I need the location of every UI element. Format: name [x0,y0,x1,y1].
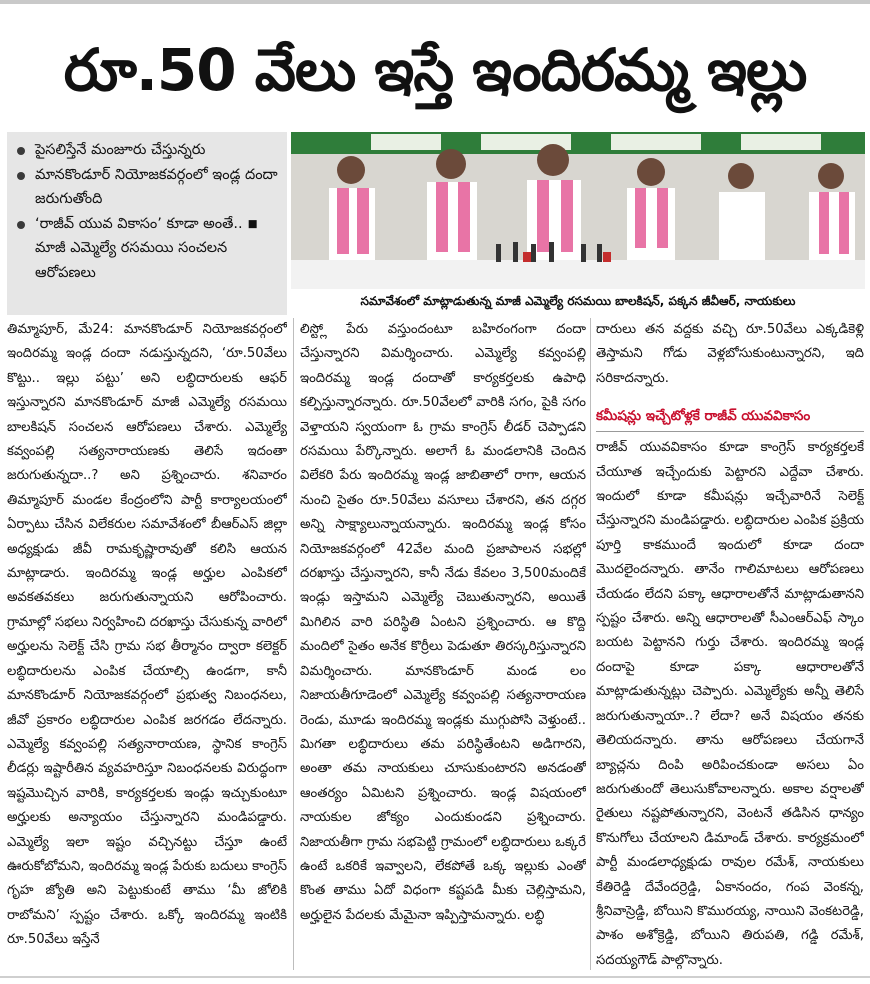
kicker-point-text: ‘రాజీవ్ యువ వికాసం’ కూడా అంతే.. ◾ మాజీ ఎమ్మెల్యే రసమయి సంచలన ఆరోపణలు [35,215,258,281]
article-paragraph: దారులు తన వద్దకు వచ్చి రూ.50వేలు ఎక్కడికెళ్లి తెస్తామని గోడు వెళ్లబోసుకుంటున్నారని, ఇది సరికాదన్నారు. [596,322,864,386]
kicker-point [15,212,281,286]
press-meet-photo [291,132,865,289]
article-paragraph: రాజీవ్ యువవికాసం కూడా కాంగ్రెస్ కార్యకర్తలకే చేయూత ఇచ్చేందుకు పెట్టారని ఎద్దేవా చేశారు. ఇందులో కూడా కమీషన్లు ఇచ్చేవారినే సెలెక్ట్ చేస్తున్నారని మండిపడ్డారు. లబ్ధిదారుల ఎంపిక ప్రక్రియ పూర్తి కాకముందే ఇందులో కూడా దందా మొదలైందన్నారు. తానేం గాలిమాటలు ఆరోపణలు చేయడం లేదని పక్కా ఆధారాలతోనే మాట్లాడుతానని స్పష్టం చేశారు. అన్ని ఆధారాలతో సీఎంఆర్ఎఫ్ స్కాం బయట పెట్టానని గుర్తు చేశారు. ఇందిరమ్మ ఇండ్ల దందాపై కూడా పక్కా ఆధారాలతోనే మాట్లాడుతున్నట్లు చెప్పారు. ఎమ్మెల్యేకు అన్నీ తెలిసే జరుగుతున్నాయా..? లేదా? అనే విషయం తనకు తెలియదన్నారు. తాను ఆరోపణలు చేయగానే బ్యాచ్లను దింపి అరిపించకుండా అసలు ఏం జరుగుతుందో తెలుసుకోవాలన్నారు. అకాల వర్షాలతో రైతులు నష్టపోతున్నారని, వెంటనే తడిసిన ధాన్యం కొనుగోలు చేయాలని డిమాండ్ చేశారు. కార్యక్రమంలో పార్టీ మండలాధ్యక్షుడు రావుల రమేశ్, నాయకులు కేతిరెడ్డి దేవేందర్రెడ్డి, ఏకానందం, గంప వెంకన్న, శ్రీనివాస్రెడ్డి, బోయిని కొమురయ్య, నాయిని వెంకటరెడ్డి, పాశం అశోక్రెడ్డి, బోయిని తిరుపతి, గడ్డి రమేశ్, సదయ్యగౌడ్ పాల్గొన్నారు. [596,440,864,968]
bullet-icon [17,172,25,180]
bullet-icon [17,221,25,229]
kicker-point [15,163,281,212]
article-paragraph: తిమ్మాపూర్, మే24: మానకొండూర్ నియోజకవర్గంలో ఇందిరమ్మ ఇండ్ల దందా నడుస్తున్నదని, ‘రూ.50వేలు కొట్టు.. ఇల్లు పట్టు’ అని లబ్ధిదారులకు ఆఫర్ ఇస్తున్నారని మానకొండూర్ మాజీ ఎమ్మెల్యే రసమయి బాలకిషన్ సంచలన ఆరోపణలు చేశారు. ఎమ్మెల్యే కవ్వంపల్లి సత్యనారాయణకు తెలిసే ఇదంతా జరుగుతున్నదా..? అని ప్రశ్నించారు. శనివారం తిమ్మాపూర్ మండల కేంద్రంలోని పార్టీ కార్యాలయంలో ఏర్పాటు చేసిన విలేకరుల సమావేశంలో బీఆర్ఎస్ జిల్లా అధ్యక్షుడు జీవీ రామకృష్ణారావుతో కలిసి ఆయన మాట్లాడారు. ఇందిరమ్మ ఇండ్ల అర్హుల ఎంపికలో అవకతవకలు జరుగుతున్నాయని ఆరోపించారు. గ్రామాల్లో సభలు నిర్వహించి దరఖాస్తు చేసుకున్న వారిలో అర్హులను సెలెక్ట్ చేసి గ్రామ సభ తీర్మానం ద్వారా కలెక్టర్ లబ్ధిదారులను ఎంపిక చేయాల్సి ఉండగా, కానీ మానకొండూర్ నియోజకవర్గంలో ప్రభుత్వ నిబంధనలు, జీవో ప్రకారం లబ్ధిదారుల ఎంపిక జరగడం లేదన్నారు. ఎమ్మెల్యే కవ్వంపల్లి సత్యనారాయణ, స్థానిక కాంగ్రెస్ లీడర్లు ఇష్టారీతిన వ్యవహరిస్తూ నిబంధనలకు విరుద్ధంగా ఇష్టమొచ్చిన వారికి, కార్యకర్తలకు ఇండ్లు ఇచ్చుకుంటూ అర్హులకు అన్యాయం చేస్తున్నారని మండిపడ్డారు. ఎమ్మెల్యే ఇలా ఇష్టం వచ్చినట్టు చేస్తూ ఉంటే ఊరుకోబోమని, ఇందిరమ్మ ఇండ్ల పేరుకు బదులు కాంగ్రెస్ గృహ జ్యోతి అని పెట్టుకుంటే తాము ‘మీ జోలికి రాబోమని’ స్పష్టం చేశారు. ఒక్కో ఇందిరమ్మ ఇంటికి రూ.50వేలు ఇస్తేనే [7,322,287,948]
bullet-icon [17,147,25,155]
press-meet-illustration [291,132,865,289]
kicker-box [7,132,287,315]
kicker-point-text: మానకొండూర్ నియోజకవర్గంలో ఇండ్ల దందా జరుగుతోంది [35,166,278,207]
column-divider [590,318,591,970]
article-column-3 [596,318,864,970]
kicker-point [15,138,281,163]
photo-caption: సమావేశంలో మాట్లాడుతున్న మాజీ ఎమ్మెల్యే రసమయి బాలకిషన్, పక్కన జీవీఆర్, నాయకులు [360,294,796,308]
headline: రూ.50 వేలు ఇస్తే ఇందిరమ్మ ఇల్లు [63,36,807,104]
article-column-1 [7,318,287,970]
bottom-rule [0,976,870,978]
top-rule [0,0,870,4]
column-divider [293,318,294,970]
subheading: కమీషన్లు ఇచ్చేటోళ్లకే రాజీవ్ యువవికాసం [596,405,864,432]
article-column-2 [300,318,586,970]
article-paragraph: లిస్ట్లో పేరు వస్తుందంటూ బహిరంగంగా దందా చేస్తున్నారని విమర్శించారు. ఎమ్మెల్యే కవ్వంపల్లి ఇందిరమ్మ ఇండ్ల దందాతో కార్యకర్తలకు ఉపాధి కల్పిస్తున్నారన్నారు. రూ.50వేలలో వారికి సగం, పైకి సగం వెళ్తాయని స్వయంగా ఓ గ్రామ కాంగ్రెస్ లీడర్ చెప్పాడని రసమయి పేర్కొన్నారు. అలాగే ఓ మండలానికి చెందిన విలేకరి పేరు ఇందిరమ్మ ఇండ్ల జాబితాలో రాగా, ఆయన నుంచి సైతం రూ.50వేలు వసూలు చేశారని, తన దగ్గర అన్ని సాక్ష్యాలున్నాయన్నారు. ఇందిరమ్మ ఇండ్ల కోసం నియోజకవర్గంలో 42వేల మంది ప్రజాపాలన సభల్లో దరఖాస్తు చేస్తున్నారని, కానీ నేడు కేవలం 3,500మందికే ఇండ్లు ఇస్తామని ఎమ్మెల్యే చెబుతున్నారని, అయితే మిగిలిన వారి పరిస్థితి ఏంటని ప్రశ్నించారు. ఆ కొద్ది మందిలో సైతం అనేక కొర్రీలు పెడుతూ తిరస్కరిస్తున్నారని విమర్శించారు. మానకొండూర్ మండ లం నిజాయతీగూడెంలో ఎమ్మెల్యే కవ్వంపల్లి సత్యనారాయణ రెండు, మూడు ఇందిరమ్మ ఇండ్లకు ముగ్గుపోసి వెళ్తుంటే.. మిగతా లబ్ధిదారులు తమ పరిస్థితేంటని అడిగారని, అంతా తమ నాయకులు చూసుకుంటారని అనడంతో ఆంతర్యం ఏమిటని ప్రశ్నించారు. ఇండ్ల విషయంలో నాయకుల జోక్యం ఎందుకుండని ప్రశ్నించారు. నిజాయతీగా గ్రామ సభపెట్టి గ్రామంలో లబ్ధిదారులు ఒక్కరే ఉంటే ఒకరికే ఇవ్వాలని, లేకపోతే ఒక్క ఇల్లుకు ఎంతో కొంత తాము ఏదో విధంగా కష్టపడి మీకు చెల్లిస్తామని, అర్హులైన పేదలకు మేమైనా ఇప్పిస్తామన్నారు. లబ్ధి [300,322,586,923]
kicker-point-text: పైసలిస్తేనే మంజూరు చేస్తున్నరు [35,142,206,158]
